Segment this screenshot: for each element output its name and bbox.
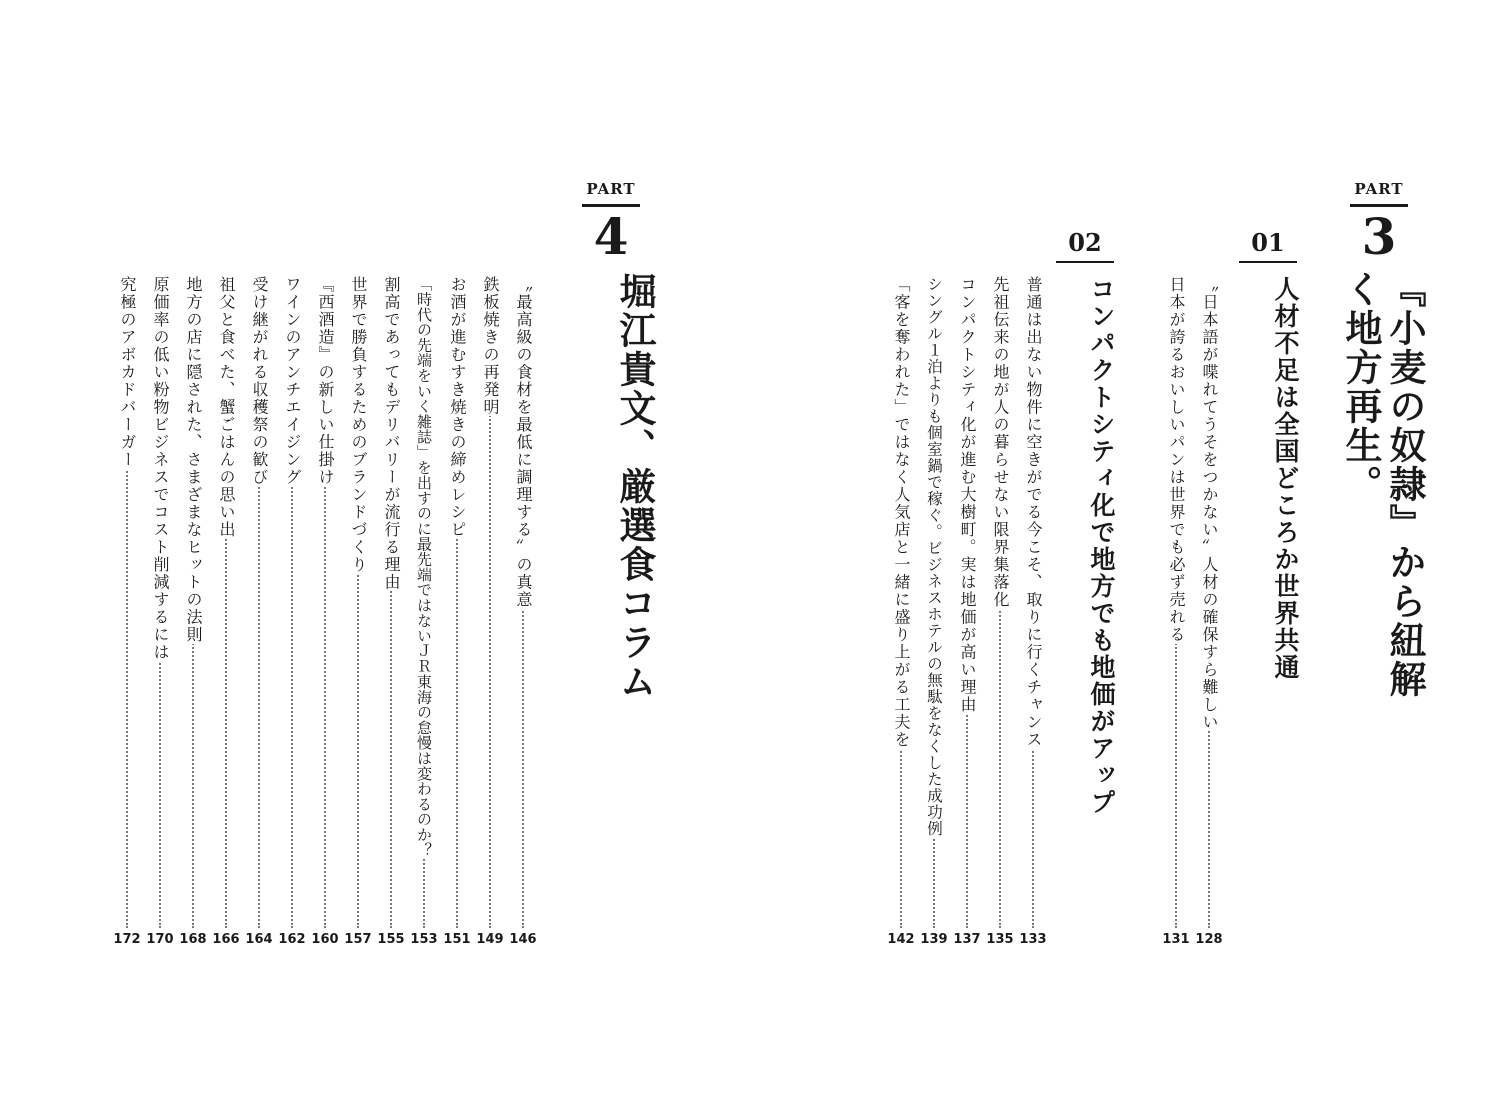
chapter-01-title: 人材不足は全国どころか世界共通 bbox=[1271, 276, 1300, 681]
toc-entry-title: 割高であってもデリバリーが流行る理由 bbox=[376, 276, 406, 591]
chapter-02-title: コンパクトシティ化で地方でも地価がアップ bbox=[1087, 276, 1116, 816]
toc-entry-title: ワインのアンチエイジング bbox=[277, 276, 307, 486]
chapter-rule bbox=[1056, 261, 1114, 263]
toc-entry[interactable] bbox=[343, 276, 373, 950]
part-3-header bbox=[1344, 180, 1414, 265]
toc-entry-page: 131 bbox=[1162, 932, 1190, 947]
chapter-number: 02 bbox=[1068, 228, 1102, 257]
toc-entry[interactable] bbox=[886, 276, 916, 950]
toc-entry-page: 133 bbox=[1019, 932, 1047, 947]
toc-entry-page: 162 bbox=[278, 932, 306, 947]
chapter-01-header bbox=[1237, 228, 1299, 263]
toc-entry[interactable] bbox=[952, 276, 982, 950]
part-label: PART bbox=[586, 180, 636, 198]
toc-entry[interactable] bbox=[178, 276, 208, 950]
part-number: 4 bbox=[593, 207, 629, 266]
toc-entry-page: 155 bbox=[377, 932, 405, 947]
toc-entry[interactable] bbox=[475, 276, 505, 950]
toc-entry-title: 原価率の低い粉物ビジネスでコスト削減するには bbox=[145, 276, 175, 661]
toc-entry-page: 160 bbox=[311, 932, 339, 947]
toc-entry-title: 地方の店に隠された、さまざまなヒットの法則 bbox=[178, 276, 208, 644]
toc-entry[interactable] bbox=[376, 276, 406, 950]
part-4-title: 堀江貴文、厳選食コラム bbox=[613, 272, 656, 701]
toc-entry[interactable] bbox=[442, 276, 472, 950]
toc-entry[interactable] bbox=[985, 276, 1015, 950]
part-label: PART bbox=[1354, 180, 1404, 198]
chapter-02-header bbox=[1054, 228, 1116, 263]
toc-entry[interactable] bbox=[508, 276, 538, 950]
toc-entry-page: 153 bbox=[410, 932, 438, 947]
toc-entry[interactable] bbox=[919, 276, 949, 950]
toc-entry[interactable] bbox=[112, 276, 142, 950]
toc-entry[interactable] bbox=[277, 276, 307, 950]
toc-entry-title: 鉄板焼きの再発明 bbox=[475, 276, 505, 416]
toc-entry-page: 168 bbox=[179, 932, 207, 947]
toc-entry-title: 受け継がれる収穫祭の歓び bbox=[244, 276, 274, 486]
toc-entry-page: 164 bbox=[245, 932, 273, 947]
toc-entry-page: 142 bbox=[887, 932, 915, 947]
toc-entry[interactable] bbox=[409, 276, 439, 950]
toc-entry-page: 128 bbox=[1195, 932, 1223, 947]
toc-entry[interactable] bbox=[211, 276, 241, 950]
part-number: 3 bbox=[1361, 207, 1397, 266]
toc-entry-page: 172 bbox=[113, 932, 141, 947]
toc-entry[interactable] bbox=[310, 276, 340, 950]
toc-entry-page: 157 bbox=[344, 932, 372, 947]
toc-entry-page: 137 bbox=[953, 932, 981, 947]
toc-entry[interactable] bbox=[1161, 276, 1191, 950]
part-4-header bbox=[576, 180, 646, 265]
toc-entry-title: お酒が進むすき焼きの締めレシピ bbox=[442, 276, 472, 539]
toc-entry-title: 日本が誇るおいしいパンは世界でも必ず売れる bbox=[1161, 276, 1191, 644]
chapter-rule bbox=[1239, 261, 1297, 263]
toc-entry-page: 135 bbox=[986, 932, 1014, 947]
toc-entry-title: 世界で勝負するためのブランドづくり bbox=[343, 276, 373, 574]
toc-entry[interactable] bbox=[1018, 276, 1048, 950]
toc-entry[interactable] bbox=[145, 276, 175, 950]
toc-entry-title: シングル１泊よりも個室鍋で稼ぐ。ビジネスホテルの無駄をなくした成功例 bbox=[919, 276, 949, 837]
toc-entry[interactable] bbox=[1194, 276, 1224, 950]
toc-entry-page: 170 bbox=[146, 932, 174, 947]
toc-entry-page: 146 bbox=[509, 932, 537, 947]
toc-entry-title: 先祖伝来の地が人の暮らせない限界集落化 bbox=[985, 276, 1015, 609]
toc-entry-title: 祖父と食べた、蟹ごはんの思い出 bbox=[211, 276, 241, 539]
toc-entry-page: 151 bbox=[443, 932, 471, 947]
toc-entry[interactable] bbox=[244, 276, 274, 950]
toc-entry-title: 普通は出ない物件に空きがでる今こそ、取りに行くチャンス bbox=[1018, 276, 1048, 749]
toc-entry-title: 「時代の先端をいく雑誌」を出すのに最先端ではないＪＲ東海の怠慢は変わるのか？ bbox=[409, 276, 439, 857]
toc-entry-title: 〝日本語が喋れてうそをつかない〟人材の確保すら難しい bbox=[1194, 276, 1224, 731]
toc-entry-page: 139 bbox=[920, 932, 948, 947]
toc-entry-page: 166 bbox=[212, 932, 240, 947]
toc-entry-title: コンパクトシティ化が進む大樹町。実は地価が高い理由 bbox=[952, 276, 982, 714]
toc-entry-title: 究極のアボカドバーガー bbox=[112, 276, 142, 469]
toc-entry-title: 「客を奪われた」ではなく人気店と一緒に盛り上がる工夫を bbox=[886, 276, 916, 749]
right-page bbox=[756, 0, 1512, 1111]
toc-entry-page: 149 bbox=[476, 932, 504, 947]
toc-entry-title: 『西酒造』の新しい仕掛け bbox=[310, 276, 340, 486]
part-3-title: 『小麦の奴隷』から紐解く地方再生。 bbox=[1339, 270, 1426, 699]
toc-entry-title: 〝最高級の食材を最低に調理する〟の真意 bbox=[508, 276, 538, 609]
chapter-number: 01 bbox=[1251, 228, 1285, 257]
